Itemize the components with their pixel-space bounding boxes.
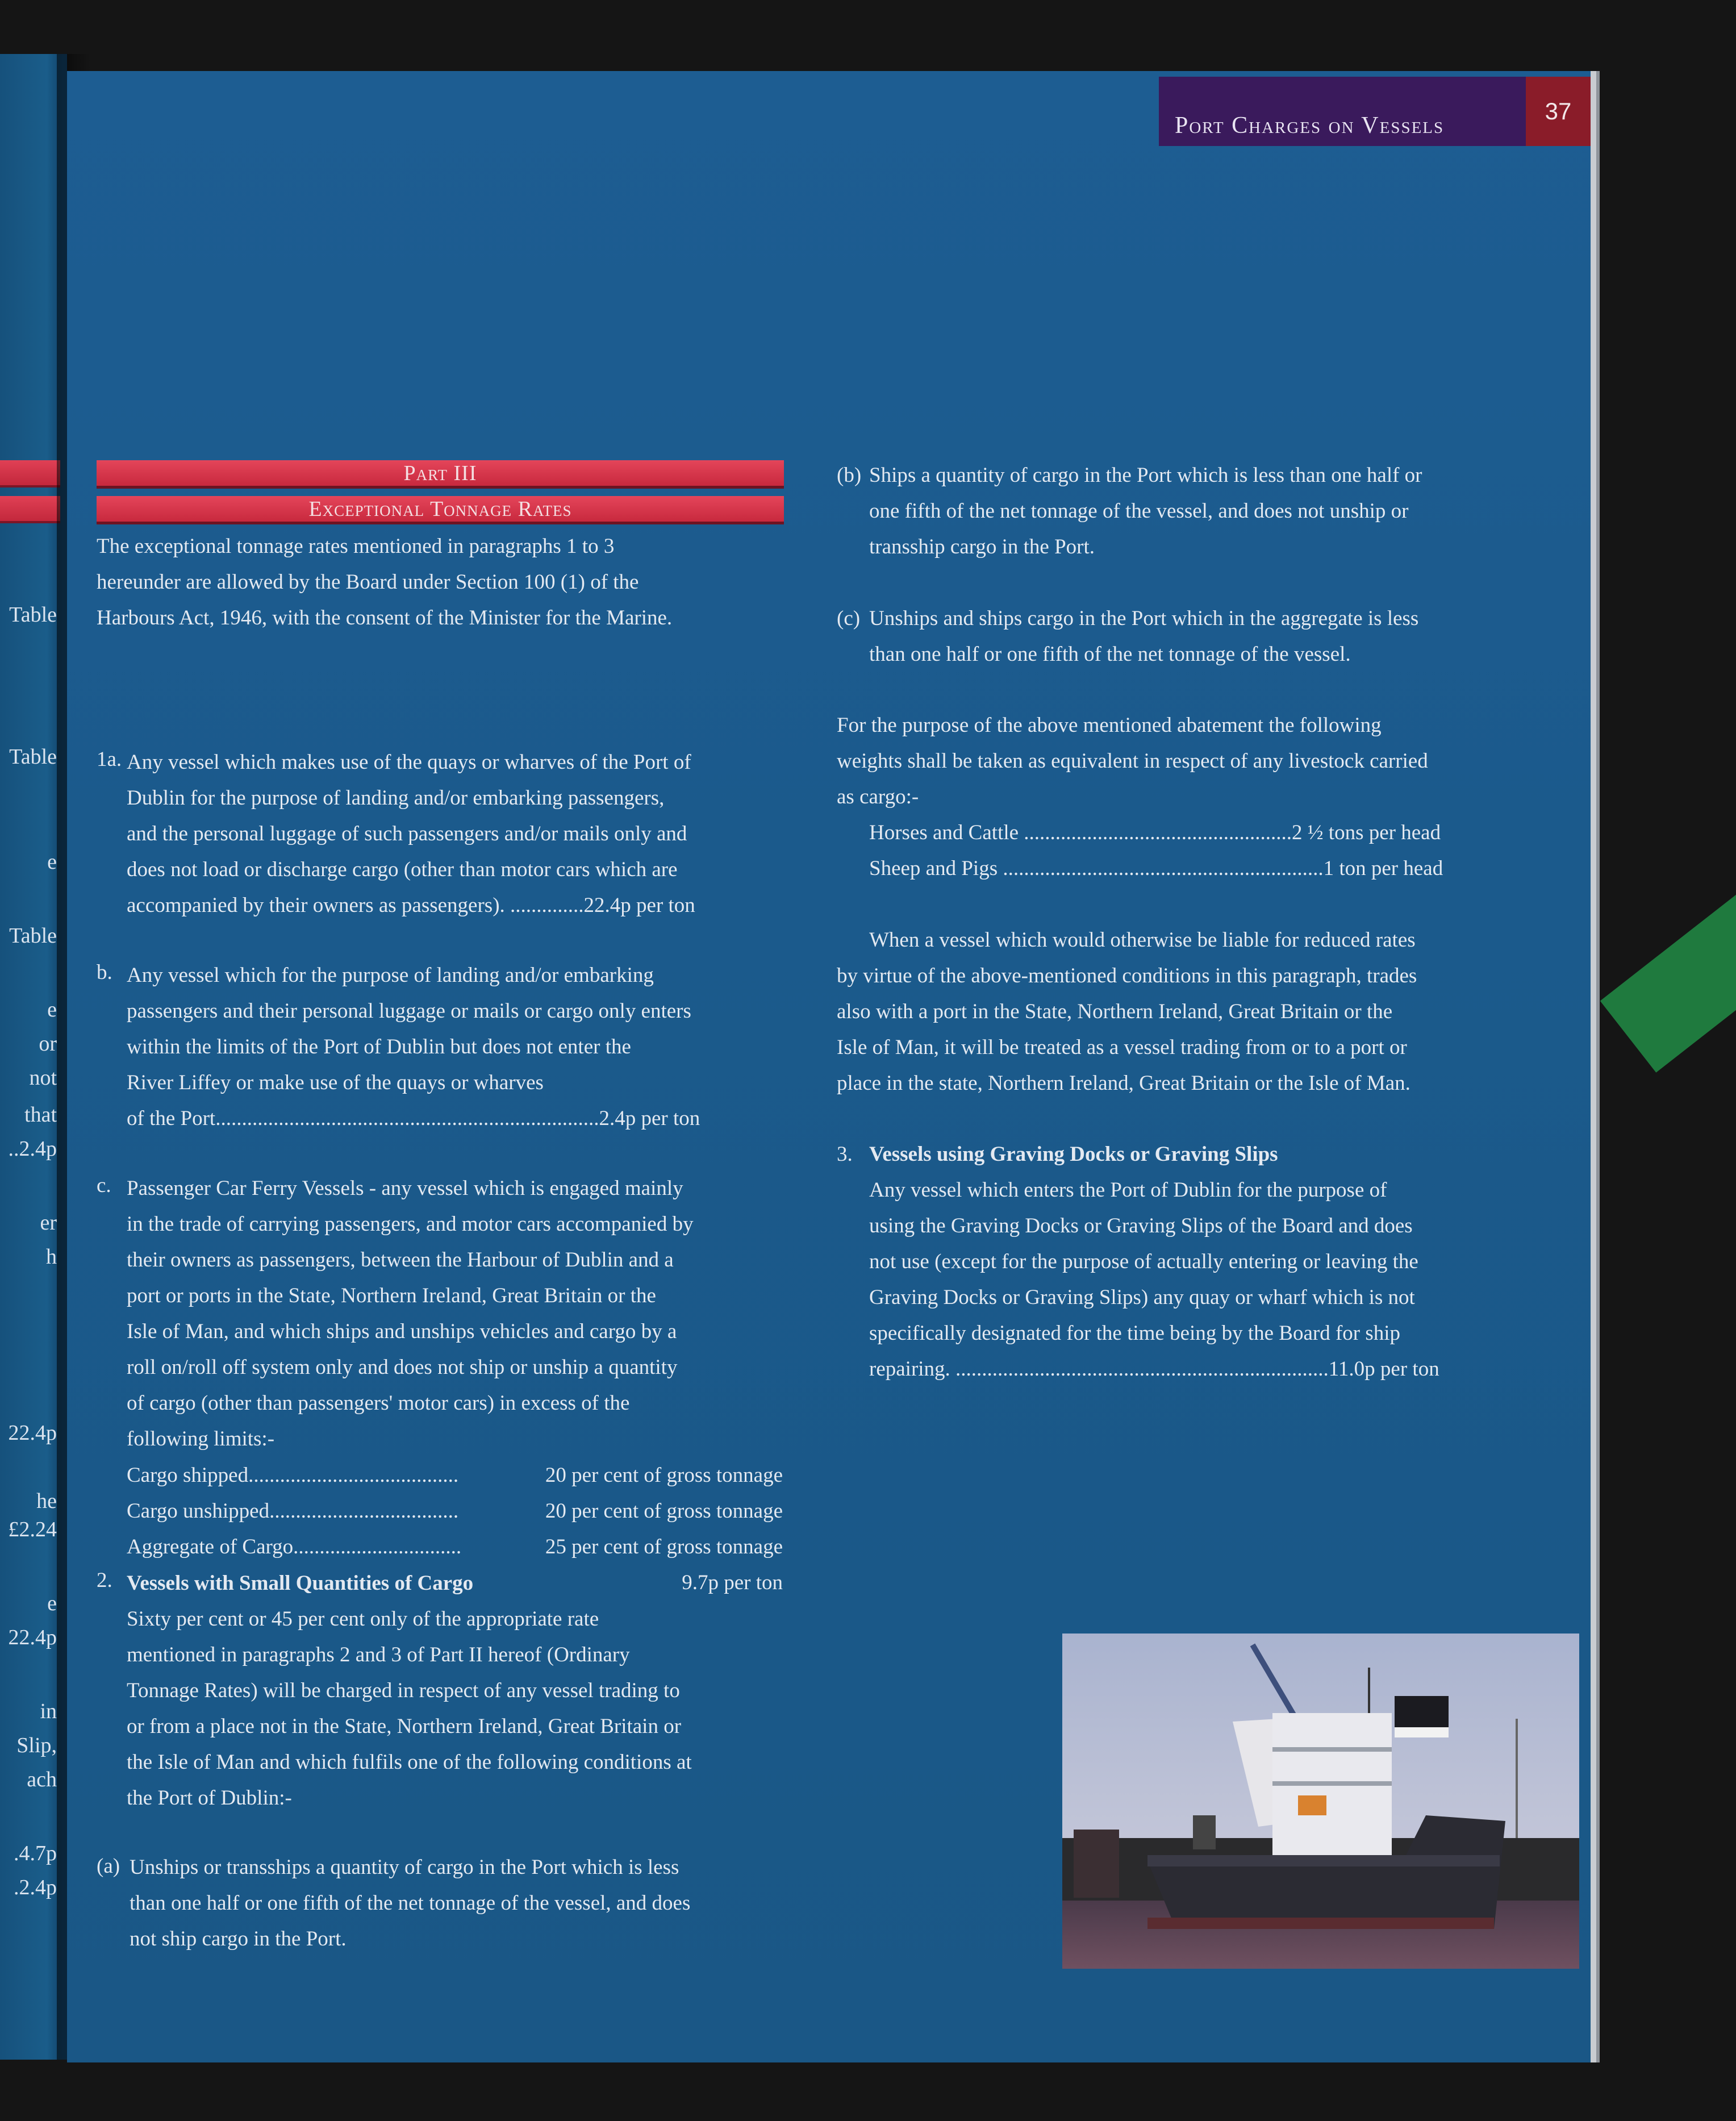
left-page-fragment: .2.4p <box>14 1876 57 1899</box>
intro-paragraph <box>97 528 672 636</box>
limit-value: 20 per cent of gross tonnage <box>545 1499 783 1523</box>
text-line: repairing. .......................................................................11.0p per ton <box>869 1357 1439 1381</box>
text-line: port or ports in the State, Northern Ireland, Great Britain or the <box>127 1284 656 1307</box>
left-page-fragment: Table <box>9 603 57 627</box>
para-marker: (c) <box>837 607 861 630</box>
text-line: roll on/roll off system only and does not ship or unship a quantity <box>127 1356 678 1379</box>
text-line: Tonnage Rates) will be charged in respect of any vessel trading to <box>127 1679 680 1702</box>
text-line: When a vessel which would otherwise be liable for reduced rates <box>869 928 1416 952</box>
rate-value: 9.7p per ton <box>682 1571 783 1594</box>
left-page-fragment: e <box>47 998 57 1022</box>
left-page-fragment: that <box>24 1103 57 1127</box>
text-line: Graving Docks or Graving Slips) any quay or wharf which is not <box>869 1286 1415 1309</box>
ship-illustration <box>1062 1634 1579 1969</box>
para-marker: 1a. <box>97 748 122 771</box>
text-line: specifically designated for the time being by the Board for ship <box>869 1322 1401 1345</box>
text-line: The exceptional tonnage rates mentioned in paragraphs 1 to 3 <box>97 535 615 558</box>
paragraph-1c <box>127 1170 694 1457</box>
text-line: and the personal luggage of such passengers and/or mails only and <box>127 822 687 845</box>
text-line: than one half or one fifth of the net tonnage of the vessel, and does <box>130 1891 691 1915</box>
left-page-fragment: not <box>29 1066 57 1090</box>
paragraph-1b <box>127 957 700 1136</box>
text-line: of cargo (other than passengers' motor cars) in excess of the <box>127 1391 630 1415</box>
text-line: Isle of Man, it will be treated as a vessel trading from or to a port or <box>837 1036 1407 1059</box>
text-line: River Liffey or make use of the quays or wharves <box>127 1071 544 1094</box>
paragraph-a <box>130 1849 690 1957</box>
limit-label: Cargo shipped........................................ <box>127 1464 459 1487</box>
text-line: Unships and ships cargo in the Port which in the aggregate is less <box>869 607 1419 630</box>
text-line: also with a port in the State, Northern Ireland, Great Britain or the <box>837 1000 1393 1023</box>
page-number: 37 <box>1526 77 1591 146</box>
text-line: as cargo:- <box>837 785 919 809</box>
text-line: For the purpose of the above mentioned abatement the following <box>837 714 1382 737</box>
para-marker: 3. <box>837 1143 853 1166</box>
limit-label: Cargo unshipped.................................... <box>127 1499 459 1523</box>
left-page-bar <box>0 460 60 487</box>
text-line: the Port of Dublin:- <box>127 1786 292 1810</box>
left-page-fragment: er <box>40 1211 57 1235</box>
text-line: Sixty per cent or 45 per cent only of the appropriate rate <box>127 1607 599 1631</box>
part-title-bar <box>97 460 784 489</box>
limit-row <box>127 1529 783 1565</box>
limit-row <box>127 1493 783 1529</box>
text-line: Passenger Car Ferry Vessels - any vessel which is engaged mainly <box>127 1177 683 1200</box>
section-title: Exceptional Tonnage Rates <box>308 497 572 521</box>
text-line: Harbours Act, 1946, with the consent of the Minister for the Marine. <box>97 606 673 630</box>
limit-row <box>127 1457 783 1493</box>
paragraph-c <box>869 601 1418 672</box>
text-line: mentioned in paragraphs 2 and 3 of Part II hereof (Ordinary <box>127 1643 630 1666</box>
text-line: the Isle of Man and which fulfils one of the following conditions at <box>127 1751 692 1774</box>
limit-value: 25 per cent of gross tonnage <box>545 1535 783 1559</box>
left-page-fragment: h <box>46 1245 57 1269</box>
left-page-fragment: 22.4p <box>8 1626 57 1649</box>
left-page-fragment: e <box>47 1591 57 1615</box>
text-line: accompanied by their owners as passengers). ..............22.4p per ton <box>127 894 695 917</box>
livestock-weights <box>869 815 1443 886</box>
paragraph-1a <box>127 744 695 923</box>
text-line: not use (except for the purpose of actually entering or leaving the <box>869 1250 1418 1273</box>
paragraph-b <box>869 457 1422 565</box>
left-page-fragment: .4.7p <box>14 1841 57 1865</box>
text-line: Any vessel which makes use of the quays or wharves of the Port of <box>127 751 691 774</box>
para-marker: 2. <box>97 1569 112 1592</box>
text-line: using the Graving Docks or Graving Slips of the Board and does <box>869 1214 1413 1237</box>
text-line: place in the state, Northern Ireland, Great Britain or the Isle of Man. <box>837 1072 1410 1095</box>
left-page-fragment: 22.4p <box>8 1421 57 1445</box>
text-line: weights shall be taken as equivalent in respect of any livestock carried <box>837 749 1428 773</box>
text-line: Unships or transships a quantity of cargo in the Port which is less <box>130 1856 679 1879</box>
left-page-fragment: Table <box>9 924 57 948</box>
para-marker: (b) <box>837 464 862 487</box>
left-page-fragment: £2.24 <box>8 1518 57 1541</box>
livestock-row: Sheep and Pigs .............................................................1 ton per head <box>869 857 1443 880</box>
left-page-fragment: e <box>47 850 57 874</box>
left-page-fragment: or <box>39 1032 57 1056</box>
text-line: hereunder are allowed by the Board under Section 100 (1) of the <box>97 570 639 594</box>
paragraph-2 <box>127 1565 692 1816</box>
abatement-paragraph <box>837 707 1428 815</box>
part-title: Part III <box>403 461 477 485</box>
text-line: transship cargo in the Port. <box>869 535 1095 559</box>
text-line: or from a place not in the State, Northern Ireland, Great Britain or <box>127 1715 682 1738</box>
text-line: Ships a quantity of cargo in the Port which is less than one half or <box>869 464 1422 487</box>
paragraph-3 <box>869 1136 1439 1387</box>
paragraph-heading: Vessels with Small Quantities of Cargo <box>127 1572 474 1595</box>
livestock-row: Horses and Cattle ...................................................2 ½ tons per head <box>869 821 1441 844</box>
left-page-bar <box>0 496 60 523</box>
left-page-fragment: in <box>40 1699 57 1723</box>
left-page-fragment: ach <box>27 1768 57 1791</box>
text-line: than one half or one fifth of the net tonnage of the vessel. <box>869 643 1351 666</box>
text-line: in the trade of carrying passengers, and motor cars accompanied by <box>127 1212 694 1236</box>
text-line: Isle of Man, and which ships and unships vehicles and cargo by a <box>127 1320 677 1343</box>
section-title-bar <box>97 496 784 524</box>
page <box>67 71 1591 2062</box>
running-header: Port Charges on Vessels <box>1175 112 1445 139</box>
text-line: Any vessel which for the purpose of landing and/or embarking <box>127 964 654 987</box>
left-page-fragment: he <box>36 1489 57 1513</box>
text-line: by virtue of the above-mentioned conditions in this paragraph, trades <box>837 964 1417 987</box>
text-line: following limits:- <box>127 1427 275 1451</box>
limit-label: Aggregate of Cargo................................ <box>127 1535 462 1559</box>
paragraph-heading: Vessels using Graving Docks or Graving Slips <box>869 1143 1278 1166</box>
para-marker: c. <box>97 1174 111 1197</box>
text-line: not ship cargo in the Port. <box>130 1927 347 1951</box>
green-stripe <box>1600 882 1736 1072</box>
text-line: does not load or discharge cargo (other than motor cars which are <box>127 858 678 881</box>
left-page-fragment: ..2.4p <box>8 1137 57 1161</box>
trading-paragraph <box>837 922 1417 1101</box>
para-marker: b. <box>97 961 112 984</box>
text-line: of the Port.........................................................................2.4p per ton <box>127 1107 700 1130</box>
text-line: their owners as passengers, between the Harbour of Dublin and a <box>127 1248 674 1272</box>
text-line: one fifth of the net tonnage of the vessel, and does not unship or <box>869 499 1409 523</box>
text-line: Dublin for the purpose of landing and/or embarking passengers, <box>127 786 665 810</box>
text-line: within the limits of the Port of Dublin but does not enter the <box>127 1035 631 1059</box>
text-line: passengers and their personal luggage or mails or cargo only enters <box>127 999 691 1023</box>
ship-photo <box>1062 1634 1579 1969</box>
text-line: Any vessel which enters the Port of Dublin for the purpose of <box>869 1178 1387 1202</box>
left-page-fragment: Slip, <box>16 1734 57 1757</box>
para-marker: (a) <box>97 1855 120 1878</box>
limit-value: 20 per cent of gross tonnage <box>545 1464 783 1487</box>
left-page-fragment: Table <box>9 745 57 769</box>
